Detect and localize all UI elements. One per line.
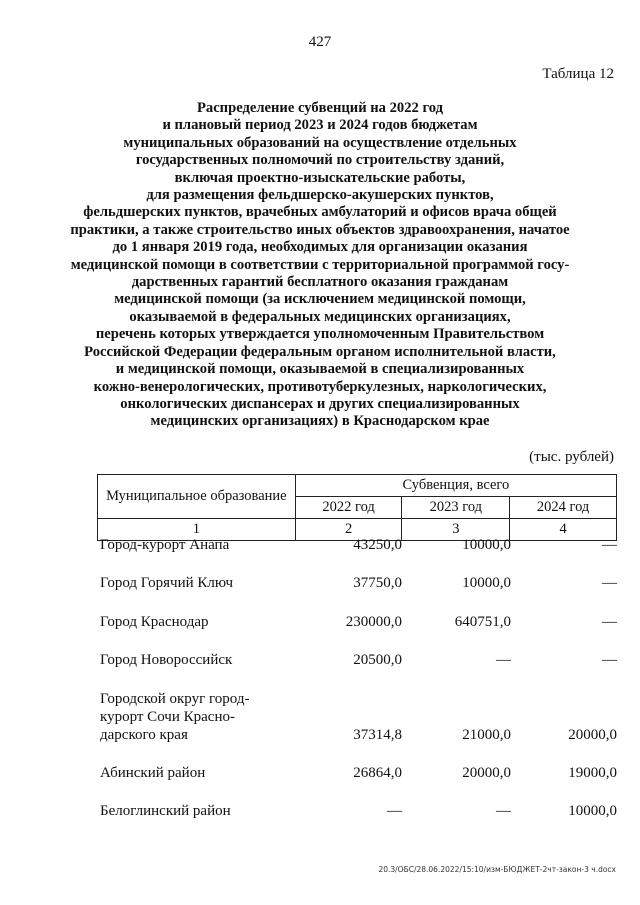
title-line: медицинской помощи (за исключением медицинской помощи, xyxy=(114,291,526,308)
title-line: государственных полномочий по строительству зданий, xyxy=(135,152,505,169)
table-label: Таблица 12 xyxy=(542,66,614,82)
municipality-name: Городской округ город-курорт Сочи Красно-дарского края xyxy=(100,691,250,743)
table-row xyxy=(100,613,617,631)
table-row xyxy=(100,690,617,744)
title-line: практики, а также строительство иных объектов здравоохранения, начатое xyxy=(70,221,570,238)
value-2022: 43250,0 xyxy=(353,537,402,553)
title-line: и медицинской помощи, оказываемой в специализированных xyxy=(115,361,525,378)
title-line: перечень которых утверждается уполномоченным Правительством xyxy=(95,326,545,343)
header-subvention-total: Субвенция, всего xyxy=(295,475,616,497)
column-number: 3 xyxy=(402,519,510,541)
municipality-name: Город Горячий Ключ xyxy=(100,575,234,591)
value-2023: — xyxy=(496,803,511,819)
value-2022: 20500,0 xyxy=(353,652,402,668)
units-label: (тыс. рублей) xyxy=(529,449,614,465)
table-body xyxy=(100,536,617,820)
municipality-name: Город-курорт Анапа xyxy=(100,537,230,553)
value-2022: — xyxy=(387,803,402,819)
title-line: медицинской помощи в соответствии с территориальной программой госу- xyxy=(70,256,570,273)
municipality-name: Город Новороссийск xyxy=(100,652,233,668)
value-2024: — xyxy=(602,575,617,591)
value-2023: 640751,0 xyxy=(454,614,511,630)
header-year-2023: 2023 год xyxy=(402,497,510,519)
title-line: онкологических диспансерах и других специализированных xyxy=(120,395,520,412)
file-path-footer: 20.3/ОБС/28.06.2022/15:10/изм-БЮДЖЕТ-2чт-закон-3 ч.docx xyxy=(378,865,616,874)
value-2023: 10000,0 xyxy=(462,537,511,553)
municipality-name: Город Краснодар xyxy=(100,614,209,630)
header-year-2022: 2022 год xyxy=(295,497,402,519)
value-2022: 37314,8 xyxy=(353,727,402,743)
header-year-2024: 2024 год xyxy=(510,497,617,519)
value-2023: 10000,0 xyxy=(462,575,511,591)
table-header xyxy=(97,474,617,541)
table-row xyxy=(100,802,617,820)
municipality-name: Абинский район xyxy=(100,765,206,781)
value-2023: — xyxy=(496,652,511,668)
table-row xyxy=(100,764,617,782)
value-2024: — xyxy=(602,537,617,553)
title-line: муниципальных образований на осуществление отдельных xyxy=(123,134,517,151)
table-row xyxy=(100,536,617,554)
title-line: дарственных гарантий бесплатного оказания гражданам xyxy=(131,274,509,291)
title-line: Российской Федерации федеральным органом исполнительной власти, xyxy=(84,343,556,360)
value-2024: 19000,0 xyxy=(568,765,617,781)
title-line: Распределение субвенций на 2022 год xyxy=(196,100,443,116)
title-line: фельдшерских пунктов, врачебных амбулаторий и офисов врача общей xyxy=(83,204,557,221)
table-row xyxy=(100,651,617,669)
value-2024: 20000,0 xyxy=(568,727,617,743)
title-line: включая проектно-изыскательские работы, xyxy=(174,169,466,186)
value-2024: — xyxy=(602,652,617,668)
column-number: 4 xyxy=(510,519,617,541)
municipality-name: Белоглинский район xyxy=(100,803,231,819)
value-2023: 20000,0 xyxy=(462,765,511,781)
header-municipality: Муниципальное образование xyxy=(98,475,296,519)
value-2024: 10000,0 xyxy=(568,803,617,819)
page-number: 427 xyxy=(308,34,332,50)
table-row xyxy=(100,574,617,592)
value-2023: 21000,0 xyxy=(462,727,511,743)
value-2022: 37750,0 xyxy=(353,575,402,591)
value-2022: 230000,0 xyxy=(345,614,402,630)
column-number: 1 xyxy=(98,519,296,541)
value-2022: 26864,0 xyxy=(353,765,402,781)
title-line: кожно-венерологических, противотуберкулезных, наркологических, xyxy=(93,378,547,395)
column-number: 2 xyxy=(295,519,402,541)
title-line: оказываемой в федеральных медицинских организациях, xyxy=(129,308,511,325)
title-line: медицинских организациях) в Краснодарском крае xyxy=(150,413,490,430)
document-title xyxy=(40,100,600,431)
value-2024: — xyxy=(602,614,617,630)
title-line: и плановый период 2023 и 2024 годов бюджетам xyxy=(162,117,478,134)
title-line: до 1 января 2019 года, необходимых для организации оказания xyxy=(112,239,528,256)
title-line: для размещения фельдшерско-акушерских пунктов, xyxy=(146,187,494,204)
